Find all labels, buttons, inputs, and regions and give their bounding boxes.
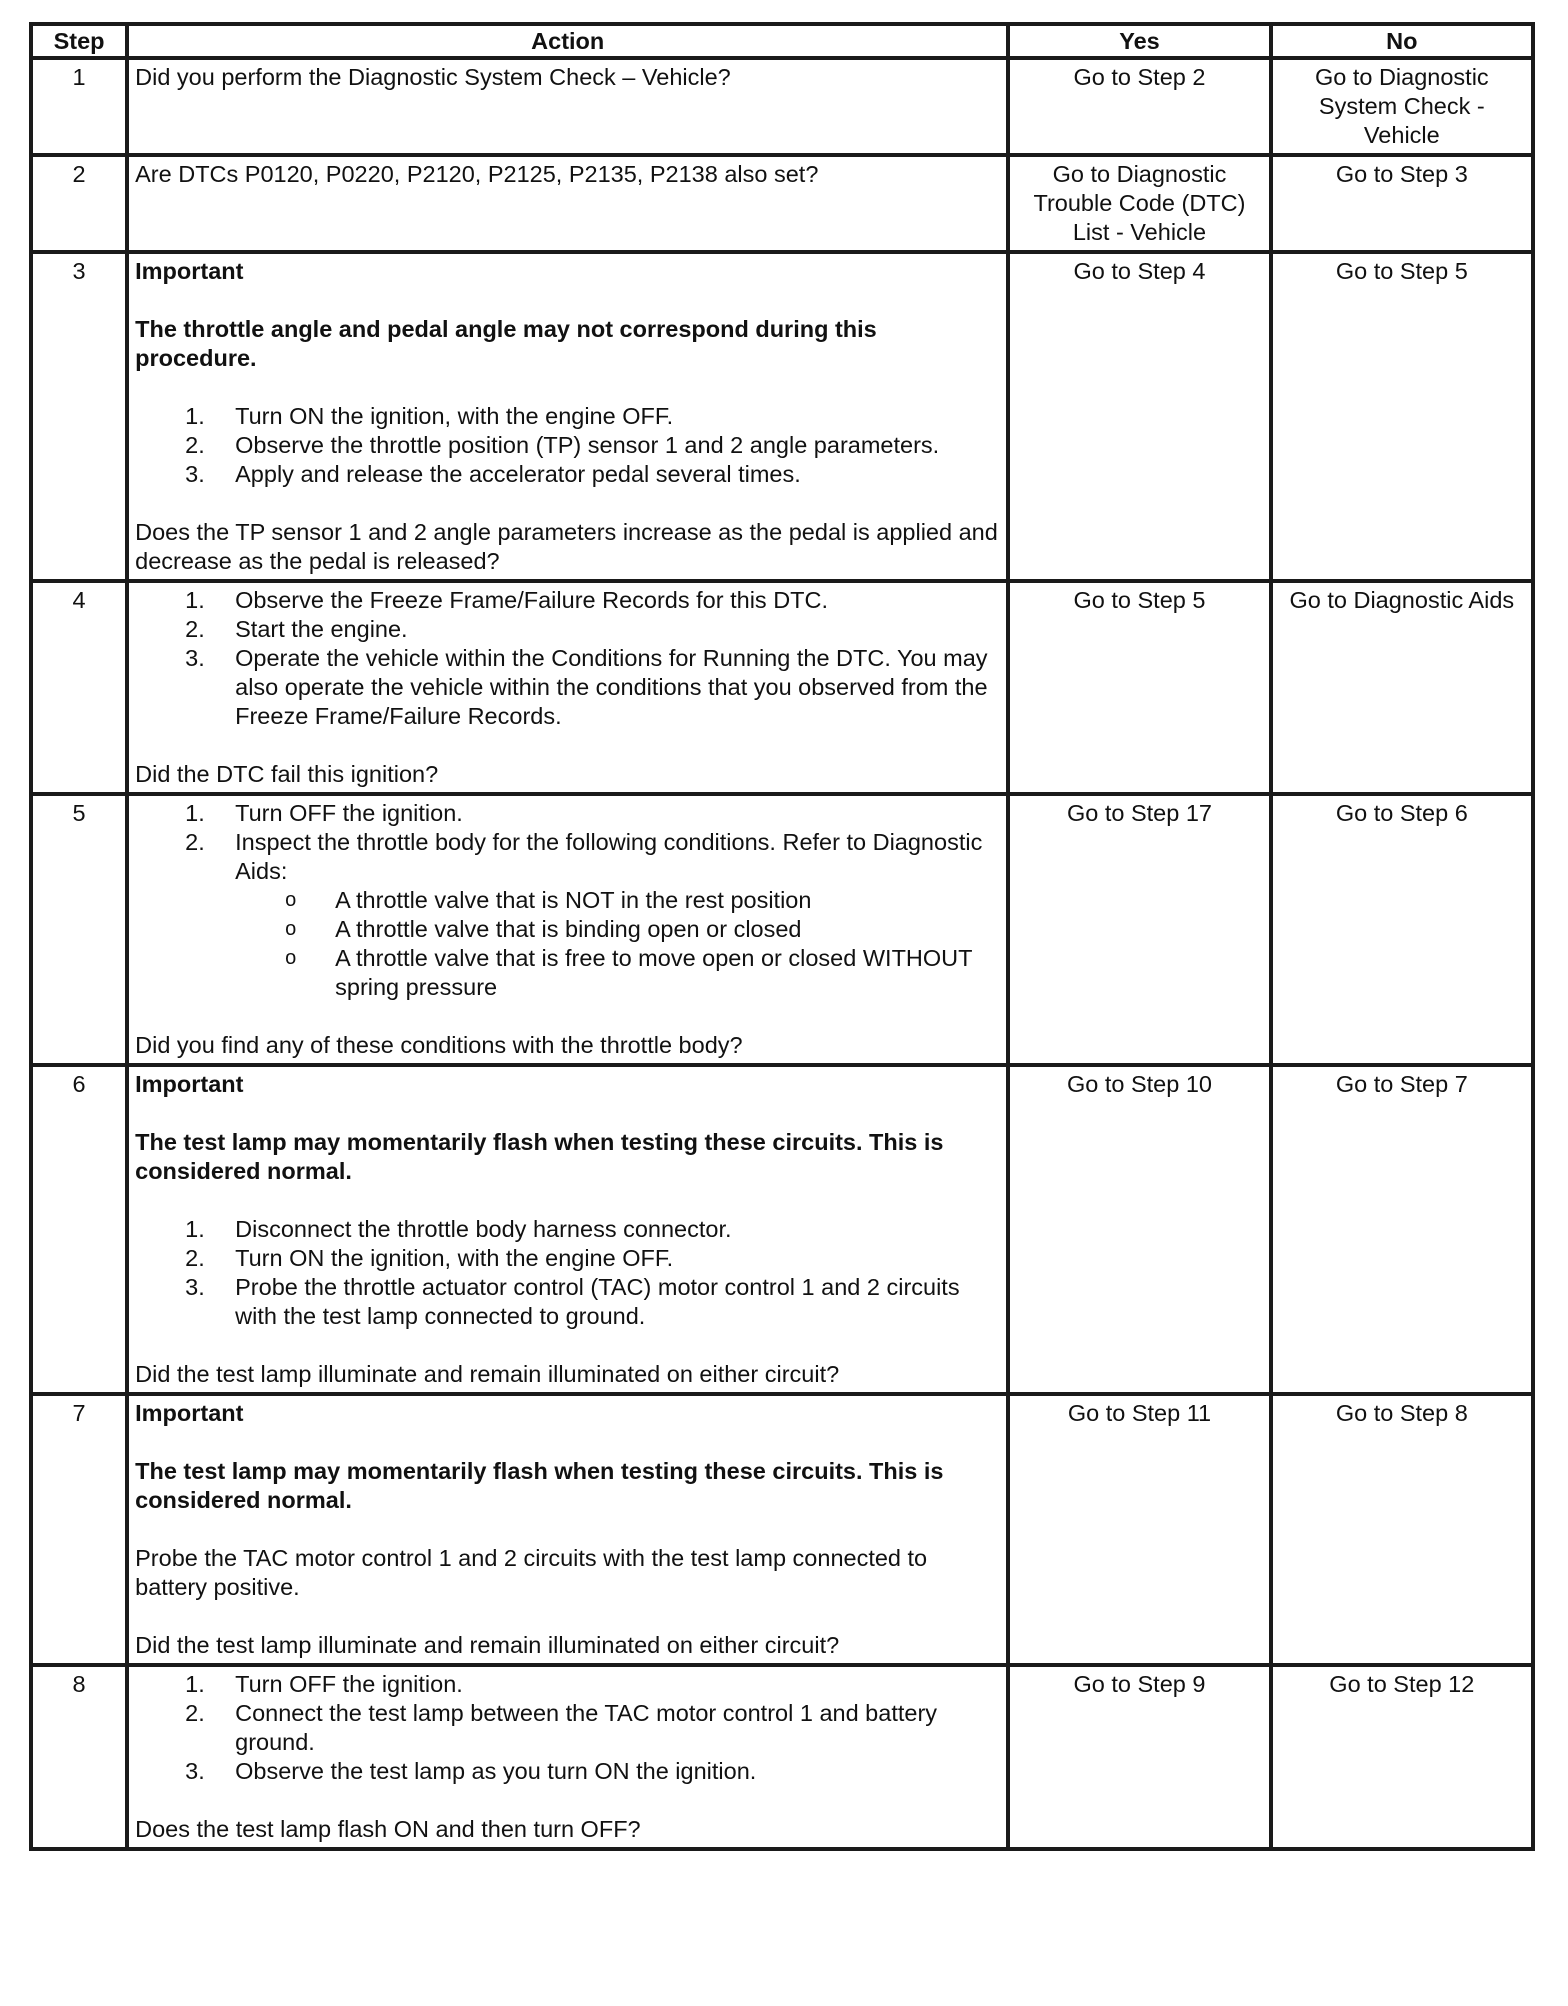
step-number: 1 [31,58,127,155]
step-number: 3 [31,252,127,581]
question-text: Did you find any of these conditions with the throttle body? [135,1032,743,1058]
list-item [135,799,1000,828]
action-cell [127,1065,1008,1394]
list-item-text: Turn OFF the ignition. [235,1671,463,1697]
procedure-text: Probe the TAC motor control 1 and 2 circuits with the test lamp connected to battery positive. [135,1545,928,1600]
list-number: 3. [185,1274,205,1300]
list-number: 2. [185,1700,205,1726]
step-number: 2 [31,155,127,252]
no-cell: Go to Step 7 [1271,1065,1533,1394]
important-text: The throttle angle and pedal angle may not correspond during this procedure. [135,316,877,371]
list-item-text: Probe the throttle actuator control (TAC) motor control 1 and 2 circuits with the test lamp connected to ground. [235,1274,960,1329]
yes-text: Go to Diagnostic Trouble Code (DTC) List - Vehicle [1033,161,1246,245]
question-text: Are DTCs P0120, P0220, P2120, P2125, P2135, P2138 also set? [135,161,819,187]
list-item-text: Connect the test lamp between the TAC motor control 1 and battery ground. [235,1700,938,1755]
list-number: 1. [185,1671,205,1697]
important-text: The test lamp may momentarily flash when testing these circuits. This is considered normal. [135,1458,944,1513]
list-item-text: Apply and release the accelerator pedal several times. [235,461,801,487]
yes-cell: Go to Step 17 [1008,794,1270,1065]
list-item [135,1215,1000,1244]
question-text: Did you perform the Diagnostic System Check – Vehicle? [135,64,731,90]
list-number: 1. [185,587,205,613]
table-row [31,252,1533,581]
no-cell [1271,58,1533,155]
list-item [135,1699,1000,1757]
question-text: Did the DTC fail this ignition? [135,761,439,787]
table-row [31,155,1533,252]
action-cell [127,58,1008,155]
yes-cell: Go to Step 11 [1008,1394,1270,1665]
action-cell [127,155,1008,252]
action-cell [127,581,1008,794]
yes-cell: Go to Step 10 [1008,1065,1270,1394]
list-item [135,1757,1000,1786]
table-row [31,1394,1533,1665]
list-item-text: Turn ON the ignition, with the engine OFF. [235,403,674,429]
procedure-list [135,1670,1000,1786]
no-cell: Go to Step 8 [1271,1394,1533,1665]
bullet-icon: o [285,889,297,911]
step-number: 5 [31,794,127,1065]
list-item [135,402,1000,431]
list-item-text: Disconnect the throttle body harness connector. [235,1216,732,1242]
list-item [135,828,1000,1002]
list-number: 1. [185,403,205,429]
yes-cell [1008,155,1270,252]
action-cell [127,794,1008,1065]
list-item-text: Operate the vehicle within the Conditions for Running the DTC. You may also operate the vehicle within the conditions that you observed from the Freeze Frame/Failure Records. [235,645,988,729]
no-cell: Go to Diagnostic Aids [1271,581,1533,794]
list-number: 2. [185,616,205,642]
step-number: 7 [31,1394,127,1665]
header-action: Action [127,24,1008,58]
important-label: Important [135,258,244,284]
list-item [135,644,1000,731]
list-item-text: Turn OFF the ignition. [235,800,463,826]
list-item [135,1273,1000,1331]
list-item-text: A throttle valve that is NOT in the rest position [335,887,812,913]
list-number: 3. [185,1758,205,1784]
no-cell: Go to Step 5 [1271,252,1533,581]
list-number: 1. [185,1216,205,1242]
list-item [135,1670,1000,1699]
question-text: Did the test lamp illuminate and remain illuminated on either circuit? [135,1361,840,1387]
list-number: 2. [185,1245,205,1271]
question-text: Does the TP sensor 1 and 2 angle parameters increase as the pedal is applied and decrease as the pedal is released? [135,519,998,574]
action-cell [127,1394,1008,1665]
list-item [235,915,1000,944]
bullet-icon: o [285,918,297,940]
header-no: No [1271,24,1533,58]
list-number: 3. [185,645,205,671]
step-number: 6 [31,1065,127,1394]
header-row [31,24,1533,58]
no-text: Go to Diagnostic System Check - Vehicle [1314,64,1489,148]
list-number: 1. [185,800,205,826]
list-item-text: Observe the test lamp as you turn ON the ignition. [235,1758,757,1784]
table-row [31,794,1533,1065]
step-number: 8 [31,1665,127,1849]
procedure-list [135,799,1000,1002]
list-item [135,586,1000,615]
list-item [135,615,1000,644]
important-text: The test lamp may momentarily flash when testing these circuits. This is considered normal. [135,1129,944,1184]
yes-cell: Go to Step 9 [1008,1665,1270,1849]
list-item-text: Inspect the throttle body for the following conditions. Refer to Diagnostic Aids: [235,829,983,884]
list-item [135,431,1000,460]
yes-cell: Go to Step 5 [1008,581,1270,794]
question-text: Did the test lamp illuminate and remain illuminated on either circuit? [135,1632,840,1658]
header-step: Step [31,24,127,58]
yes-cell: Go to Step 2 [1008,58,1270,155]
condition-list [235,886,1000,1002]
list-item-text: Observe the Freeze Frame/Failure Records for this DTC. [235,587,829,613]
step-number: 4 [31,581,127,794]
list-item-text: Turn ON the ignition, with the engine OFF. [235,1245,674,1271]
action-cell [127,1665,1008,1849]
procedure-list [135,586,1000,731]
important-label: Important [135,1400,244,1426]
action-cell [127,252,1008,581]
list-number: 2. [185,829,205,855]
no-cell: Go to Step 6 [1271,794,1533,1065]
diagnostic-table [29,22,1535,1851]
procedure-list [135,1215,1000,1331]
header-yes: Yes [1008,24,1270,58]
list-number: 3. [185,461,205,487]
table-row [31,1665,1533,1849]
list-item [235,886,1000,915]
list-item-text: Observe the throttle position (TP) sensor 1 and 2 angle parameters. [235,432,940,458]
yes-cell: Go to Step 4 [1008,252,1270,581]
list-item-text: A throttle valve that is binding open or closed [335,916,802,942]
table-row [31,58,1533,155]
list-item [135,460,1000,489]
question-text: Does the test lamp flash ON and then turn OFF? [135,1816,641,1842]
no-cell: Go to Step 3 [1271,155,1533,252]
list-item-text: A throttle valve that is free to move open or closed WITHOUT spring pressure [335,945,973,1000]
table-row [31,581,1533,794]
table-row [31,1065,1533,1394]
no-cell: Go to Step 12 [1271,1665,1533,1849]
list-number: 2. [185,432,205,458]
procedure-list [135,402,1000,489]
list-item [135,1244,1000,1273]
list-item [235,944,1000,1002]
list-item-text: Start the engine. [235,616,408,642]
important-label: Important [135,1071,244,1097]
bullet-icon: o [285,947,297,969]
